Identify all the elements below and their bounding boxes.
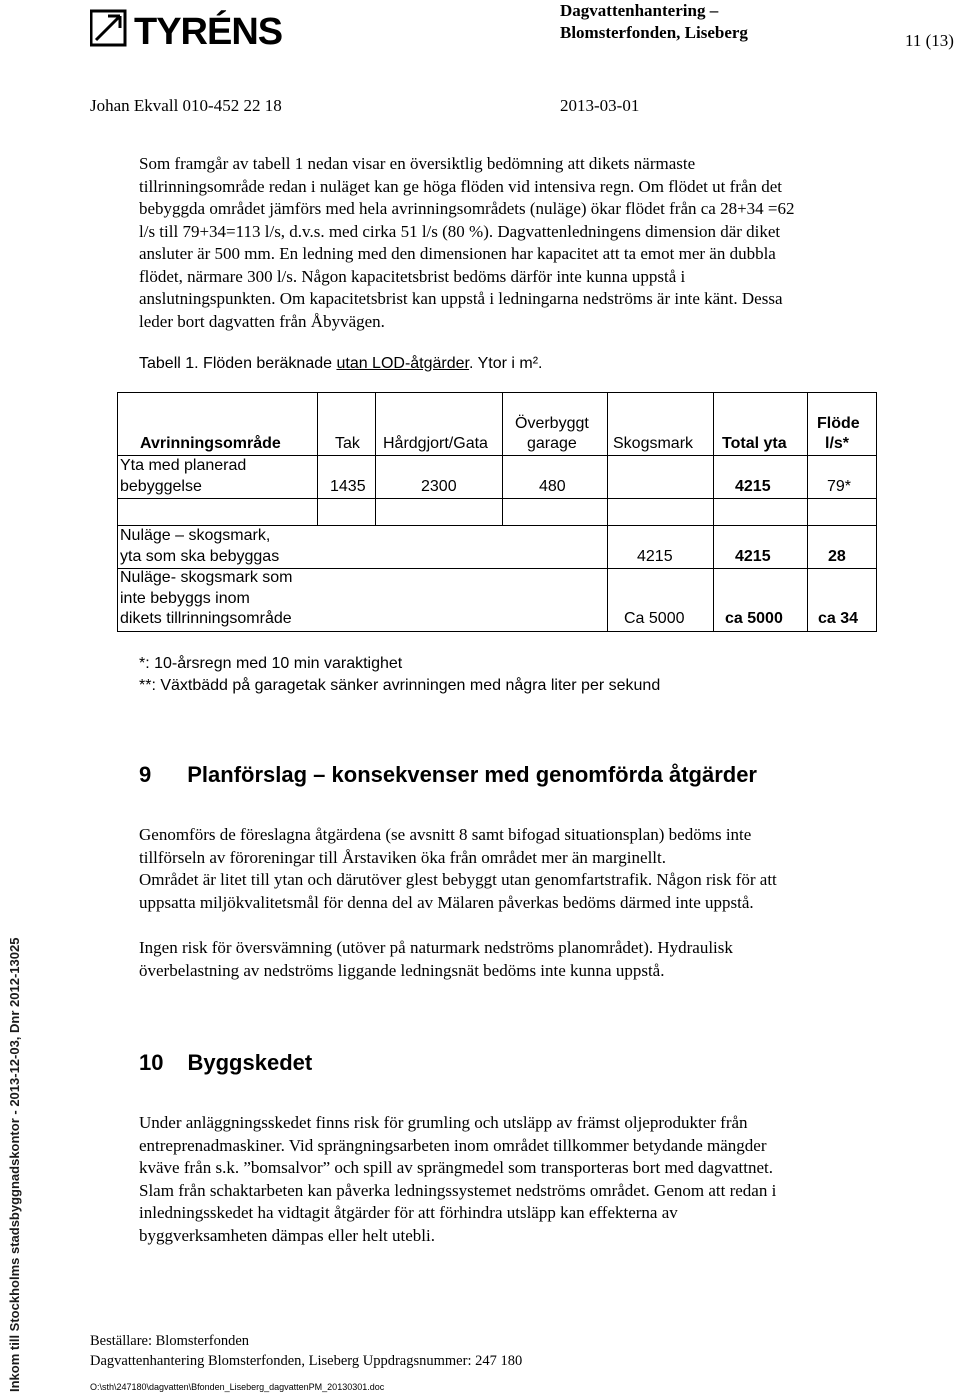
- header-title: [560, 0, 748, 44]
- table-col-rule: [607, 392, 608, 632]
- intro-line: bebyggda området jämförs med hela avrinningsområdets (nuläge) ökar flödet från ca 28+34 =62: [139, 199, 795, 218]
- table-col-rule: [807, 392, 808, 632]
- section-10-line: Under anläggningsskedet finns risk för grumling och utsläpp av främst oljeprodukter från: [139, 1113, 748, 1132]
- td-row1-garage: 480: [539, 478, 566, 495]
- intro-line: tillrinningsområde redan i nuläget kan ge höga flöden vid intensiva regn. Om flödet ut från det: [139, 176, 782, 196]
- table-header-rule: [117, 455, 877, 456]
- section-9-title: Planförslag – konsekvenser med genomförda åtgärder: [187, 762, 757, 787]
- table-row1-rule: [117, 498, 877, 499]
- section-9-line: tillförseln av föroreningar till Årstaviken öka från området mer än marginellt.: [139, 847, 666, 867]
- caption-underlined: utan LOD-åtgärder: [336, 355, 469, 372]
- table-col-rule: [317, 392, 318, 525]
- table-notes: [139, 653, 660, 697]
- footer-file-path: O:\sth\247180\dagvatten\Bfonden_Liseberg_dagvattenPM_20130301.doc: [90, 1382, 385, 1392]
- document-date: 2013-03-01: [560, 96, 640, 115]
- intro-line: l/s till 79+34=113 l/s, d.v.s. med cirka 51 l/s (80 %). Dagvattenledningens dimension där diket: [139, 221, 781, 241]
- section-10-paragraph: [139, 1112, 899, 1247]
- footer-client: Beställare: Blomsterfonden: [90, 1333, 250, 1349]
- table-row2-rule: [117, 568, 877, 569]
- section-9-line: Genomförs de föreslagna åtgärdena (se avsnitt 8 samt bifogad situationsplan) bedöms inte: [139, 825, 752, 844]
- intro-line: flödet, närmare 300 l/s. Någon kapacitetsbrist bedöms därför inte kunna uppstå i: [139, 266, 686, 286]
- section-10-line: entreprenadmaskiner. Vid sprängningsarbeten inom området tillkommer betydande mängder: [139, 1135, 767, 1155]
- th-skog: Skogsmark: [613, 435, 694, 452]
- th-garage-2: garage: [527, 435, 577, 452]
- td-row3-label-3: dikets tillrinningsområde: [120, 610, 292, 627]
- tyrens-logo: [90, 8, 305, 48]
- caption-suffix: . Ytor i m².: [469, 355, 543, 372]
- section-10-line: Slam från schaktarbeten kan påverka ledningssystemet nedströms området. Genom att redan i: [139, 1180, 777, 1200]
- footer-project: Dagvattenhantering Blomsterfonden, Liseberg Uppdragsnummer: 247 180: [90, 1353, 523, 1369]
- section-10-line: kväve från s.k. ”bomsalvor” och spill av sprängmedel som transporteras bort med dagvattnet.: [139, 1158, 774, 1177]
- caption-prefix: Tabell 1. Flöden beräknade: [139, 355, 337, 372]
- td-row3-flow: ca 34: [818, 610, 859, 627]
- section-9-line: uppsatta miljökvalitetsmål för denna del av Mälaren påverkas bedöms därmed inte uppstå.: [139, 892, 754, 912]
- th-hard: Hårdgjort/Gata: [383, 435, 488, 452]
- table-caption: [139, 355, 543, 373]
- th-garage-1: Överbyggt: [515, 415, 589, 432]
- section-9-line: Området är litet till ytan och därutöver glest bebyggt utan genomfartstrafik. Någon risk för att: [139, 870, 777, 889]
- flow-table: [117, 392, 877, 632]
- tyrens-logo-mark: [90, 8, 305, 48]
- page-number: 11 (13): [905, 31, 954, 50]
- intro-paragraph: [139, 153, 899, 333]
- note-1: *: 10-årsregn med 10 min varaktighet: [139, 655, 403, 672]
- td-row3-skog: Ca 5000: [624, 610, 685, 627]
- table-border-left: [117, 392, 118, 632]
- td-row3-label-1: Nuläge- skogsmark som: [120, 569, 293, 586]
- section-9-number: 9: [139, 762, 152, 787]
- table-border-bottom: [117, 631, 877, 632]
- th-total: Total yta: [722, 435, 787, 452]
- table-spacer-rule: [117, 525, 877, 526]
- td-row1-label-1: Yta med planerad: [120, 457, 247, 474]
- section-10-title: Byggskedet: [187, 1050, 313, 1075]
- registry-stamp: Inkom till Stockholms stadsbyggnadskontor - 2013-12-03, Dnr 2012-13025: [7, 937, 22, 1392]
- th-flow-2: l/s*: [825, 435, 850, 452]
- td-row2-flow: 28: [828, 548, 846, 565]
- th-tak: Tak: [335, 435, 360, 452]
- td-row1-hard: 2300: [421, 478, 457, 495]
- section-10-number: 10: [139, 1050, 164, 1075]
- table-border-right: [876, 392, 877, 632]
- td-row1-tak: 1435: [330, 478, 366, 495]
- note-2: **: Växtbädd på garagetak sänker avrinningen med några liter per sekund: [139, 677, 661, 694]
- td-row2-label-1: Nuläge – skogsmark,: [120, 527, 271, 544]
- section-10-heading: [139, 1050, 312, 1076]
- logo-text: TYRÉNS: [134, 11, 283, 48]
- th-area: Avrinningsområde: [140, 435, 281, 452]
- table-col-rule: [713, 392, 714, 632]
- table-col-rule: [375, 392, 376, 525]
- author: Johan Ekvall 010-452 22 18: [90, 96, 282, 115]
- td-row1-flow: 79*: [827, 478, 852, 495]
- section-10-line: inledningsskedet ha vidtagit åtgärder för att förhindra utsläpp kan effekterna av: [139, 1203, 678, 1222]
- section-10-line: byggverksamheten dämpas eller helt utebli.: [139, 1225, 435, 1245]
- th-flow-1: Flöde: [817, 415, 860, 432]
- table-col-rule: [502, 392, 503, 525]
- section-9-paragraph-2: [139, 937, 899, 982]
- table-border-top: [117, 392, 877, 393]
- header-title-line1: Dagvattenhantering –: [560, 1, 719, 20]
- td-row3-total: ca 5000: [725, 610, 783, 627]
- td-row2-total: 4215: [735, 548, 771, 565]
- intro-line: anslutningspunkten. Om kapacitetsbrist kan uppstå i ledningarna nedströms är inte känt. Dessa: [139, 289, 783, 308]
- td-row2-label-2: yta som ska bebyggas: [120, 548, 280, 565]
- header-title-line2: Blomsterfonden, Liseberg: [560, 23, 748, 42]
- td-row2-skog: 4215: [637, 548, 673, 565]
- intro-line: ansluter är 500 mm. En ledning med den dimensionen har kapacitet att ta emot mer än dubbla: [139, 244, 776, 263]
- section-9-line: Ingen risk för översvämning (utöver på naturmark nedströms planområdet). Hydraulisk: [139, 938, 733, 957]
- td-row3-label-2: inte bebyggs inom: [120, 590, 250, 607]
- section-9-line: överbelastning av nedströms liggande ledningsnät bedöms inte kunna uppstå.: [139, 960, 665, 980]
- td-row1-label-2: bebyggelse: [120, 478, 202, 495]
- section-9-paragraph-1: [139, 824, 899, 914]
- intro-line: Som framgår av tabell 1 nedan visar en översiktlig bedömning att dikets närmaste: [139, 154, 696, 173]
- intro-line: leder bort dagvatten från Åbyvägen.: [139, 311, 385, 331]
- td-row1-total: 4215: [735, 478, 771, 495]
- section-9-heading: [139, 762, 757, 788]
